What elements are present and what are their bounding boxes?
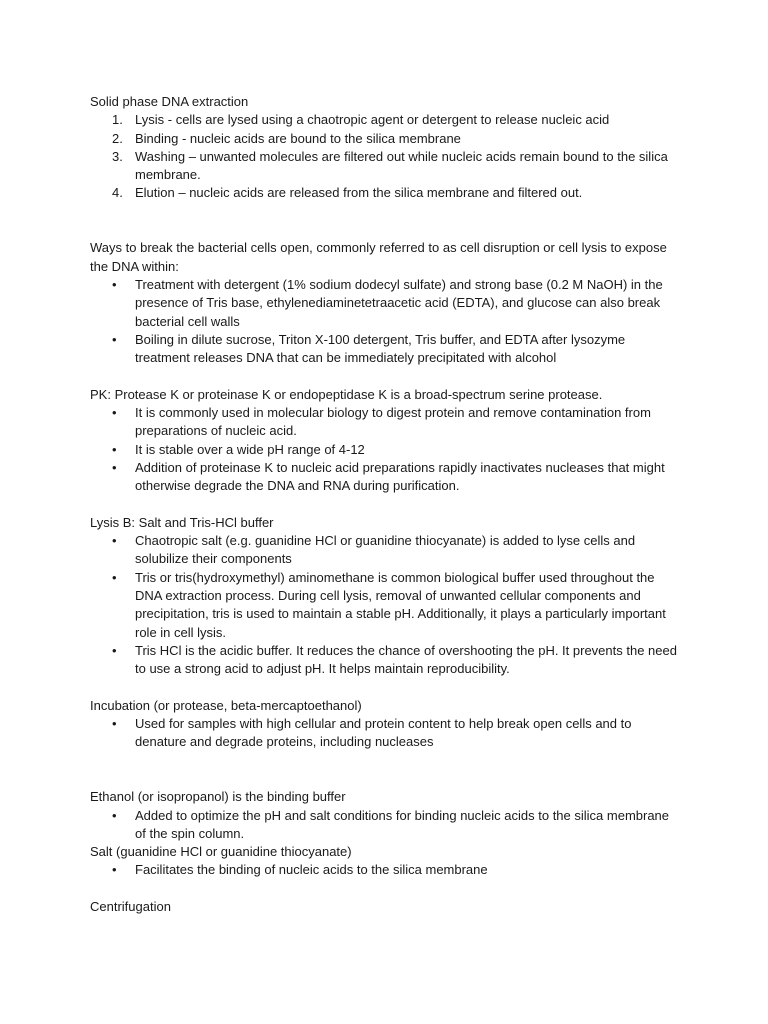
- list-item: [90, 184, 680, 202]
- bullet-icon: •: [112, 441, 117, 457]
- bullet-icon: •: [112, 331, 117, 347]
- list-item: [90, 276, 680, 331]
- list-item: [90, 130, 680, 148]
- document-page: [90, 93, 680, 916]
- list-item-text: Added to optimize the pH and salt conditions for binding nucleic acids to the silica membrane of the spin column.: [135, 807, 670, 841]
- list-item-text: It is stable over a wide pH range of 4-12: [135, 441, 365, 457]
- bullet-icon: •: [112, 642, 117, 658]
- bullet-icon: •: [112, 533, 117, 549]
- bullet-list-ethanol: [90, 807, 680, 844]
- list-number: 1.: [112, 112, 123, 128]
- list-item: [90, 111, 680, 129]
- list-item-text: Used for samples with high cellular and protein content to help break open cells and to denature and degrade proteins, including nucleases: [135, 716, 632, 750]
- list-item: [90, 569, 680, 642]
- section-heading-salt: Salt (guanidine HCl or guanidine thiocyanate): [90, 844, 352, 860]
- list-item: [90, 807, 680, 844]
- list-item: [90, 148, 680, 185]
- list-item: [90, 459, 680, 496]
- list-item-text: Binding - nucleic acids are bound to the silica membrane: [135, 130, 461, 146]
- list-item-text: Facilitates the binding of nucleic acids to the silica membrane: [135, 862, 488, 878]
- list-item-text: Addition of proteinase K to nucleic acid preparations rapidly inactivates nucleases that might otherwise degrade the DNA and RNA during purification.: [135, 459, 665, 494]
- numbered-list-solid-phase: [90, 111, 680, 202]
- bullet-icon: •: [112, 862, 117, 878]
- list-item-text: Tris HCl is the acidic buffer. It reduces the chance of overshooting the pH. It prevents the need to use a strong acid to adjust pH. It helps maintain reproducibility.: [135, 642, 677, 677]
- bullet-icon: •: [112, 405, 117, 421]
- list-item-text: Boiling in dilute sucrose, Triton X-100 detergent, Tris buffer, and EDTA after lysozyme treatment releases DNA that can be immediately precipitated with alcohol: [135, 331, 626, 366]
- section-heading-ethanol: Ethanol (or isopropanol) is the binding buffer: [90, 789, 346, 805]
- list-item: [90, 861, 680, 879]
- list-item-text: Washing – unwanted molecules are filtered out while nucleic acids remain bound to the silica membrane.: [135, 148, 668, 183]
- list-item: [90, 532, 680, 569]
- list-item: [90, 404, 680, 441]
- list-number: 2.: [112, 130, 123, 146]
- section-heading-lysis-b: Lysis B: Salt and Tris-HCl buffer: [90, 514, 274, 530]
- bullet-icon: •: [112, 807, 117, 823]
- list-item-text: Lysis - cells are lysed using a chaotropic agent or detergent to release nucleic acid: [135, 112, 610, 128]
- section-heading-pk: PK: Protease K or proteinase K or endopeptidase K is a broad-spectrum serine protease.: [90, 386, 603, 402]
- list-item: [90, 642, 680, 679]
- list-item-text: Treatment with detergent (1% sodium dodecyl sulfate) and strong base (0.2 M NaOH) in the presence of Tris base, ethylenediaminetetraacetic acid (EDTA), and glucose can also break bacterial cell walls: [135, 276, 663, 329]
- list-item-text: Tris or tris(hydroxymethyl) aminomethane is common biological buffer used throughout the DNA extraction process. During cell lysis, removal of unwanted cellular components and precipitation, tris is used to maintain a stable pH. Additionally, it plays a particularly important role in cell lysis.: [135, 569, 666, 640]
- list-item-text: Elution – nucleic acids are released from the silica membrane and filtered out.: [135, 185, 583, 201]
- section-heading-incubation: Incubation (or protease, beta-mercaptoethanol): [90, 697, 362, 713]
- list-item: [90, 331, 680, 368]
- bullet-icon: •: [112, 716, 117, 732]
- section-heading-break-cells: Ways to break the bacterial cells open, commonly referred to as cell disruption or cell lysis to expose the DNA within:: [90, 240, 667, 274]
- bullet-list-salt: [90, 861, 680, 879]
- bullet-list-pk: [90, 404, 680, 495]
- section-heading-solid-phase: Solid phase DNA extraction: [90, 94, 249, 109]
- bullet-icon: •: [112, 569, 117, 585]
- bullet-list-incubation: [90, 715, 680, 752]
- section-heading-centrifugation: Centrifugation: [90, 899, 171, 915]
- list-item: [90, 715, 680, 752]
- bullet-list-break-cells: [90, 276, 680, 367]
- list-item-text: It is commonly used in molecular biology to digest protein and remove contamination from preparations of nucleic acid.: [135, 405, 651, 439]
- bullet-list-lysis-b: [90, 532, 680, 678]
- list-number: 4.: [112, 185, 123, 201]
- list-number: 3.: [112, 148, 123, 164]
- bullet-icon: •: [112, 276, 117, 292]
- bullet-icon: •: [112, 459, 117, 475]
- list-item-text: Chaotropic salt (e.g. guanidine HCl or guanidine thiocyanate) is added to lyse cells and solubilize their components: [135, 533, 636, 567]
- list-item: [90, 441, 680, 459]
